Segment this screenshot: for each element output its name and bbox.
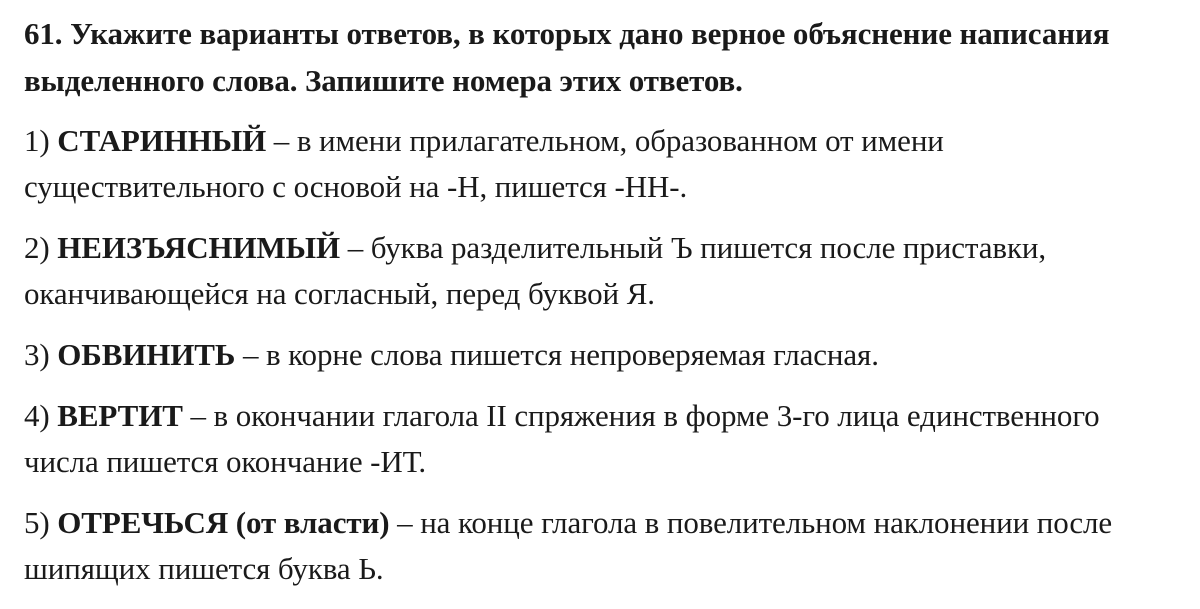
answer-option-2 (24, 225, 1180, 317)
option-explanation: – в окончании глагола II спряжения в форме 3-го лица единственного числа пишется окончание -ИТ. (24, 398, 1100, 479)
option-explanation: – буква разделительный Ъ пишется после приставки, оканчивающейся на согласный, перед буквой Я. (24, 230, 1047, 311)
task-text: Укажите варианты ответов, в которых дано верное объяснение написания выделенного слова. Запишите номера этих ответов. (24, 16, 1110, 98)
highlighted-word: ВЕРТИТ (57, 398, 183, 433)
task-number: 61. (24, 16, 63, 51)
option-number: 1) (24, 123, 50, 158)
option-number: 3) (24, 337, 50, 372)
option-number: 2) (24, 230, 50, 265)
option-explanation: – в имени прилагательном, образованном от имени существительного с основой на -Н, пишется -НН-. (24, 123, 944, 204)
highlighted-word: ОБВИНИТЬ (57, 337, 236, 372)
answer-options (24, 118, 1180, 592)
answer-option-3 (24, 332, 1180, 378)
option-explanation: – на конце глагола в повелительном наклонении после шипящих пишется буква Ь. (24, 505, 1113, 586)
highlighted-word: СТАРИННЫЙ (57, 123, 267, 158)
answer-option-5 (24, 500, 1180, 592)
answer-option-1 (24, 118, 1180, 210)
option-explanation: – в корне слова пишется непроверяемая гласная. (242, 337, 879, 372)
option-number: 4) (24, 398, 50, 433)
answer-option-4 (24, 393, 1180, 485)
highlighted-word: ОТРЕЧЬСЯ (от власти) (57, 505, 390, 540)
highlighted-word: НЕИЗЪЯСНИМЫЙ (57, 230, 341, 265)
option-number: 5) (24, 505, 50, 540)
task-statement (24, 10, 1180, 104)
